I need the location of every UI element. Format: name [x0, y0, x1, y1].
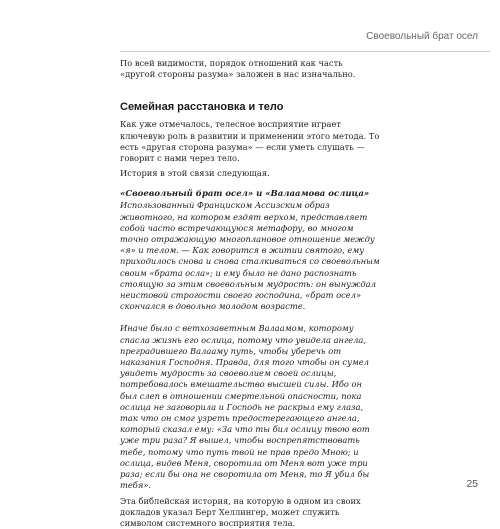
- subheading: «Своевольный брат осел» и «Валаамова ослица»: [120, 189, 380, 200]
- italic-paragraph-balaam: Иначе было с ветхозаветным Валаамом, которому спасла жизнь его ослица, потому что увидела ангела, преградившего Валааму путь, чтобы уберечь от наказания Господня. Правда, для того чтобы он сумел увидеть мудрость за своеволием своей ослицы, потребовалось вмешательство высшей силы. Ибо он был слеп в отношении смертельной опасности, пока ослица не заговорила и Господь не раскрыл ему глаза, так что он смог узреть предостерегающего ангела, который сказал ему: «За что ты бил ослицу твою вот уже три раза? Я вышел, чтобы воспрепятствовать тебе, потому что путь твой не прав предо Мною; и ослица, видев Меня, своротила от Меня вот уже три раза; если бы она не своротила от Меня, то Я убил бы тебя».: [120, 323, 380, 491]
- section-heading: Семейная расстановка и тело: [120, 100, 380, 114]
- section-paragraph: Как уже отмечалось, телесное восприятие играет ключевую роль в развитии и применении этого метода. То есть «другая сторона разума» — если уметь слушать — говорит с нами через тело.: [120, 119, 380, 164]
- italic-paragraph-francis: Использованный Франциском Ассизским образ животного, на котором ездят верхом, представляет собой часто встречающуюся метафору, во многом точно отражающую многоплановое отношение между «я» и телом. — Как говорится в житии святого, ему приходилось снова и снова сталкиваться со своевольным своим «брата осла»; и ему было не дано распознать стоящую за этим своевольным мудрость: он вынуждал неистовой строгости своего господина, «брат осел» скончался в довольно молодом возрасте.: [120, 200, 380, 312]
- text-column: [120, 58, 380, 529]
- header-divider: [120, 51, 490, 52]
- page-number: 25: [466, 478, 478, 490]
- story-intro-paragraph: История в этой связи следующая.: [120, 168, 380, 179]
- intro-paragraph: По всей видимости, порядок отношений как часть «другой стороны разума» заложен в нас изначально.: [120, 58, 380, 80]
- running-header: Своевольный брат осел: [366, 31, 478, 42]
- closing-paragraph: Эта библейская история, на которую в одном из своих докладов указал Берт Хеллингер, может служить символом системного восприятия тела.: [120, 496, 380, 529]
